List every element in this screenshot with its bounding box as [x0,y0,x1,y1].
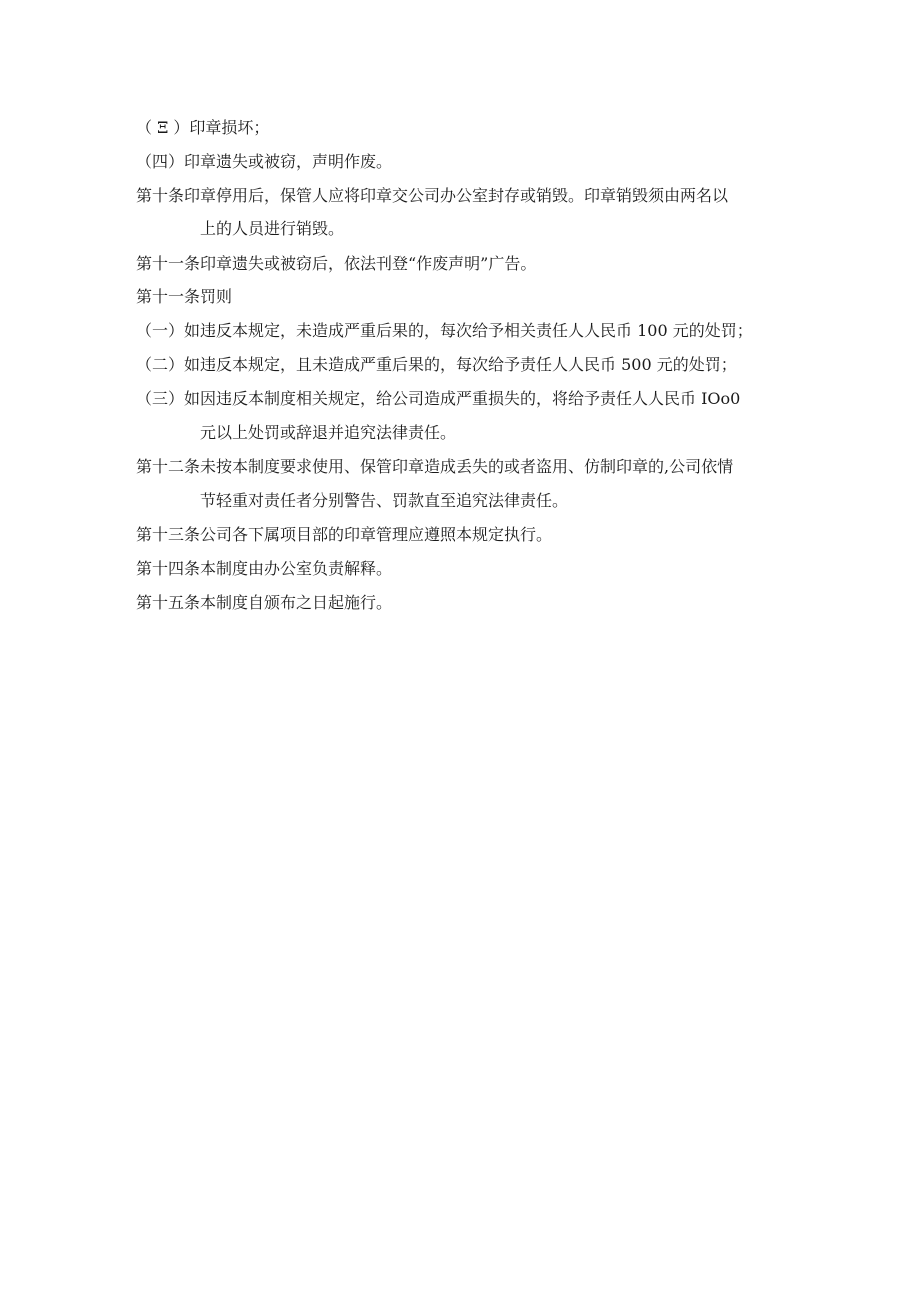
article-13: 第十三条公司各下属项目部的印章管理应遵照本规定执行。 [136,525,553,544]
clause-item-3: （ Ξ ）印章损坏； [136,118,270,137]
article-11a: 第十一条印章遗失或被窃后，依法刊登“作废声明”广告。 [136,254,537,273]
article-12-line-1: 第十二条未按本制度要求使用、保管印章造成丢失的或者盗用、仿制印章的,公司依情 [136,457,734,476]
article-10-line-2: 上的人员进行销毁。 [200,219,345,238]
article-11b-heading: 第十一条罚则 [136,287,233,306]
penalty-item-1: （一）如违反本规定，未造成严重后果的，每次给予相关责任人人民币 100 元的处罚； [136,321,753,340]
article-14: 第十四条本制度由办公室负责解释。 [136,559,393,578]
article-12-line-2: 节轻重对责任者分别警告、罚款直至追究法律责任。 [200,491,569,510]
penalty-item-3-line-2: 元以上处罚或辞退并追究法律责任。 [200,423,457,442]
clause-item-4: （四）印章遗失或被窃，声明作废。 [136,152,393,171]
penalty-item-2: （二）如违反本规定，且未造成严重后果的，每次给予责任人人民币 500 元的处罚； [136,355,737,374]
penalty-item-3-line-1: （三）如因违反本制度相关规定，给公司造成严重损失的，将给予责任人人民币 IOo0 [136,389,741,408]
article-15: 第十五条本制度自颁布之日起施行。 [136,593,393,612]
article-10-line-1: 第十条印章停用后，保管人应将印章交公司办公室封存或销毁。印章销毁须由两名以 [136,186,729,205]
